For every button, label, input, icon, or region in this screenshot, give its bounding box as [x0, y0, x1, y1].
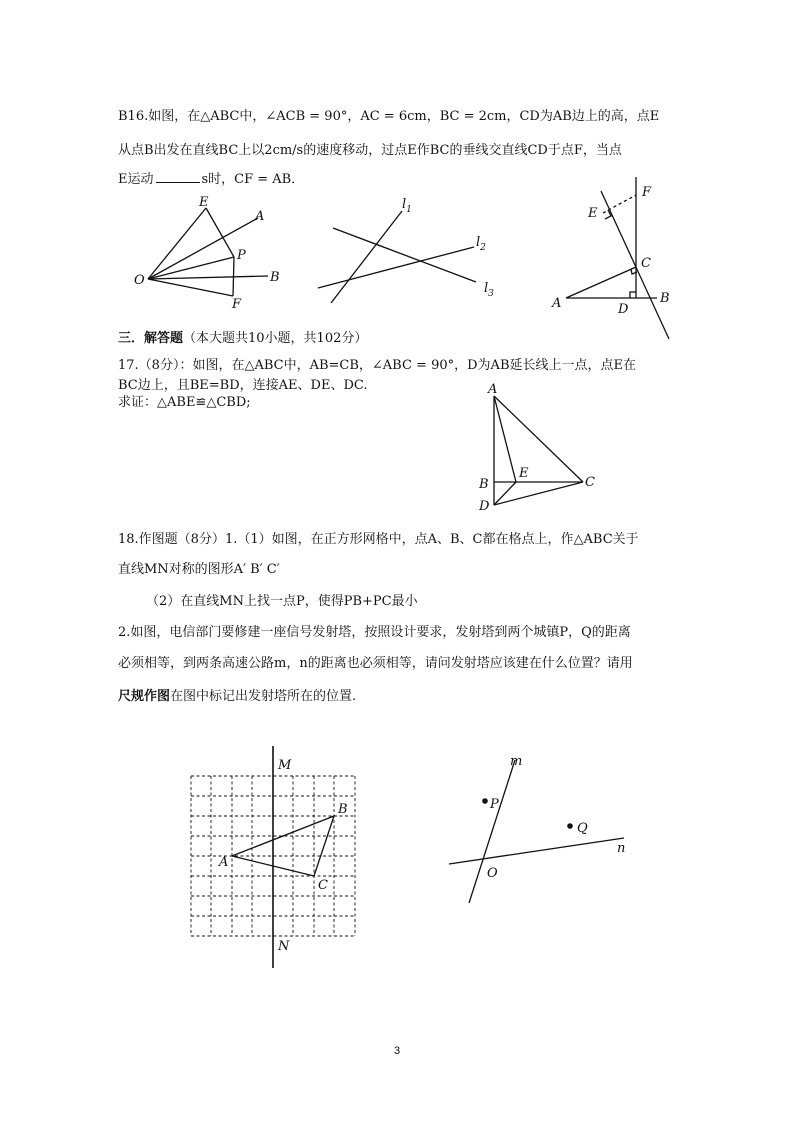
label-l1: $l_1$ [402, 197, 412, 215]
figure-angle-bisector [148, 208, 268, 296]
label-angle-O: O [134, 273, 145, 288]
q16-line-2: 从点B出发在直线BC上以2cm/s的速度移动，过点E作BC的垂线交直线CD于点F，当点 [118, 143, 622, 158]
point-Q [567, 823, 573, 829]
q18-line-1: 18.作图题（8分）1.（1）如图，在正方形网格中，点A、B、C都在格点上，作△ABC关于 [118, 532, 639, 547]
label-angle-P: P [237, 248, 246, 263]
label-q17-E: E [519, 466, 529, 481]
q16-line-1: B16.如图，在△ABC中，∠ACB = 90°，AC = 6cm，BC = 2cm，CD为AB边上的高，点E [118, 109, 660, 124]
label-grid-N: N [278, 939, 290, 954]
label-q16-D: D [618, 302, 629, 317]
page-number: 3 [393, 1045, 401, 1057]
figure-q17-triangle [494, 396, 583, 505]
label-l3: $l_3$ [484, 281, 494, 299]
label-grid-C: C [318, 878, 328, 893]
label-q16-F: F [642, 185, 652, 200]
label-grid-B: B [338, 802, 348, 817]
point-P [482, 798, 488, 804]
q17-line-2: BC边上，且BE=BD，连接AE、DE、DC. [118, 378, 368, 393]
q17-line-3: 求证：△ABE≌△CBD; [118, 395, 251, 410]
figure-three-lines [318, 211, 476, 303]
label-q16-B: B [660, 291, 670, 306]
label-q16-A: A [552, 296, 562, 311]
label-angle-F: F [232, 297, 242, 312]
label-angle-A: A [255, 209, 265, 224]
q16-line-3-start: E运动 [118, 172, 154, 187]
label-angle-E: E [199, 195, 209, 210]
label-q17-D: D [479, 499, 490, 514]
label-road-m: m [510, 754, 523, 769]
q17-line-1: 17.（8分）：如图，在△ABC中，AB=CB，∠ABC = 90°，D为AB延长线上一点，点E在 [118, 358, 636, 373]
section-3-title: 三．解答题 [118, 331, 184, 346]
section-3-note: （本大题共10小题，共102分） [183, 331, 368, 346]
q18-line-6 [118, 685, 356, 704]
q18-line-4: 2.如图，电信部门要修建一座信号发射塔，按照设计要求，发射塔到两个城镇P，Q的距离 [118, 625, 631, 640]
q16-line-3-end: s时，CF = AB． [201, 172, 305, 187]
label-q17-B: B [479, 477, 489, 492]
label-grid-A: A [219, 855, 229, 870]
q18-line-2: 直线MN对称的图形A′ B′ C′ [118, 562, 280, 577]
label-road-n: n [617, 841, 626, 856]
label-road-Q: Q [577, 821, 588, 836]
label-q16-C: C [641, 256, 651, 271]
section-3-heading [118, 327, 367, 346]
label-road-O: O [487, 866, 498, 881]
label-q16-E: E [588, 206, 598, 221]
label-l2: $l_2$ [476, 235, 486, 253]
q18-line-6-rest: 在图中标记出发射塔所在的位置. [170, 689, 357, 704]
q18-line-3: （2）在直线MN上找一点P，使得PB+PC最小 [146, 594, 418, 609]
label-q17-C: C [585, 475, 595, 490]
q18-line-5: 必须相等，到两条高速公路m，n的距离也必须相等，请问发射塔应该建在什么位置？请用 [118, 656, 633, 671]
label-road-P: P [490, 797, 499, 812]
figure-roads [449, 760, 624, 903]
label-grid-M: M [278, 758, 292, 773]
label-q17-A: A [488, 382, 498, 397]
ruler-compass-term: 尺规作图 [118, 689, 171, 704]
triangle-ABC [232, 816, 334, 876]
label-angle-B: B [270, 270, 280, 285]
